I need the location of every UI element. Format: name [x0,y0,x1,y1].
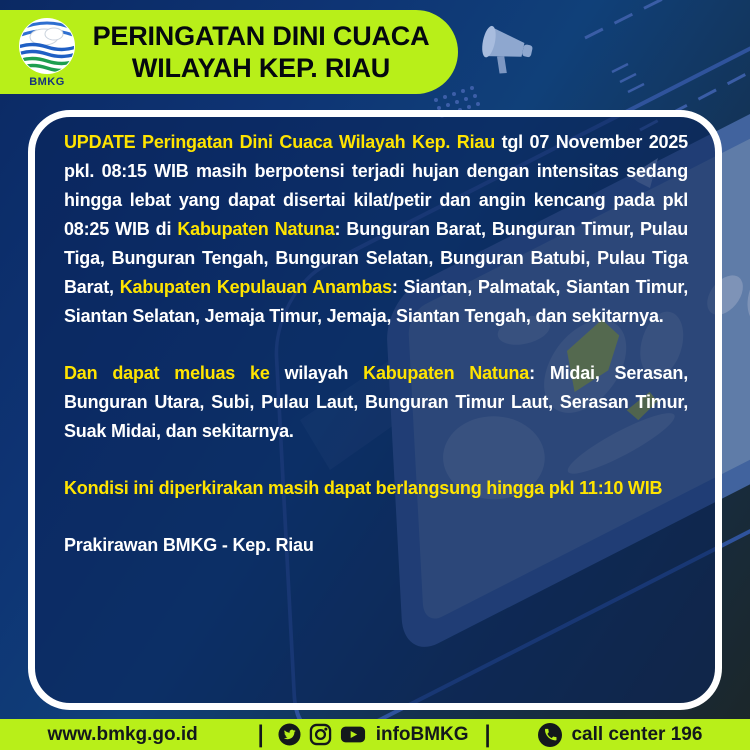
warning-bulletin-box [28,110,722,710]
youtube-icon[interactable] [340,723,366,746]
footer-bar [0,719,750,750]
body-text: : Bunguran Barat, Bunguran Timur, Pulau Tiga, Bunguran Tengah, Bunguran Selatan, Bunguran Batubi, Pulau Tiga Barat, [64,219,688,297]
highlighted-text: Dan dapat meluas ke [64,363,270,383]
bulletin-paragraph [64,128,688,331]
bulletin-paragraphs [64,128,688,560]
bmkg-logo-icon [18,17,76,75]
body-text: : Siantan, Palmatak, Siantan Timur, Siantan Selatan, Jemaja Timur, Jemaja, Siantan Tengah, dan sekitarnya. [64,277,689,326]
phone-icon [538,723,562,747]
highlighted-text: Kabupaten Kepulauan Anambas [119,277,392,297]
social-icons [278,723,366,746]
highlighted-text: Kondisi ini diperkirakan masih dapat berlangsung hingga pkl 11:10 WIB [64,478,663,498]
highlighted-text: Kabupaten Natuna [363,363,530,383]
twitter-icon[interactable] [278,723,301,746]
bmkg-logo-text: BMKG [29,75,65,88]
bulletin-paragraph [64,474,688,503]
body-text: tgl 07 November 2025 pkl. 08:15 WIB masih berpotensi terjadi hujan dengan intensitas sedang hingga lebat yang dapat disertai kilat/petir dan angin kencang pada pkl 08:25 WIB di [64,132,688,239]
page-title [90,20,458,84]
header-banner [0,10,458,94]
instagram-icon[interactable] [309,723,332,746]
highlighted-text: Kabupaten Natuna [177,219,335,239]
social-handle[interactable]: infoBMKG [375,723,469,745]
highlighted-text: UPDATE Peringatan Dini Cuaca Wilayah Kep. Riau [64,132,496,152]
page-title-line2: WILAYAH KEP. RIAU [131,53,391,83]
website-link[interactable]: www.bmkg.go.id [47,723,198,745]
bulletin-paragraph [64,359,688,446]
footer-separator: | [257,720,264,748]
bulletin-paragraph [64,531,688,560]
page-title-line1: PERINGATAN DINI CUACA [92,21,430,51]
call-center [538,723,702,747]
bmkg-logo [4,17,90,88]
body-text: : Midai, Serasan, Bunguran Utara, Subi, Pulau Laut, Bunguran Timur Laut, Serasan Timur, Suak Midai, dan sekitarnya. [64,363,689,441]
body-text: wilayah [269,363,364,383]
body-text: Prakirawan BMKG - Kep. Riau [64,535,314,555]
call-center-label: call center 196 [571,723,703,745]
footer-separator-2: | [484,720,491,748]
